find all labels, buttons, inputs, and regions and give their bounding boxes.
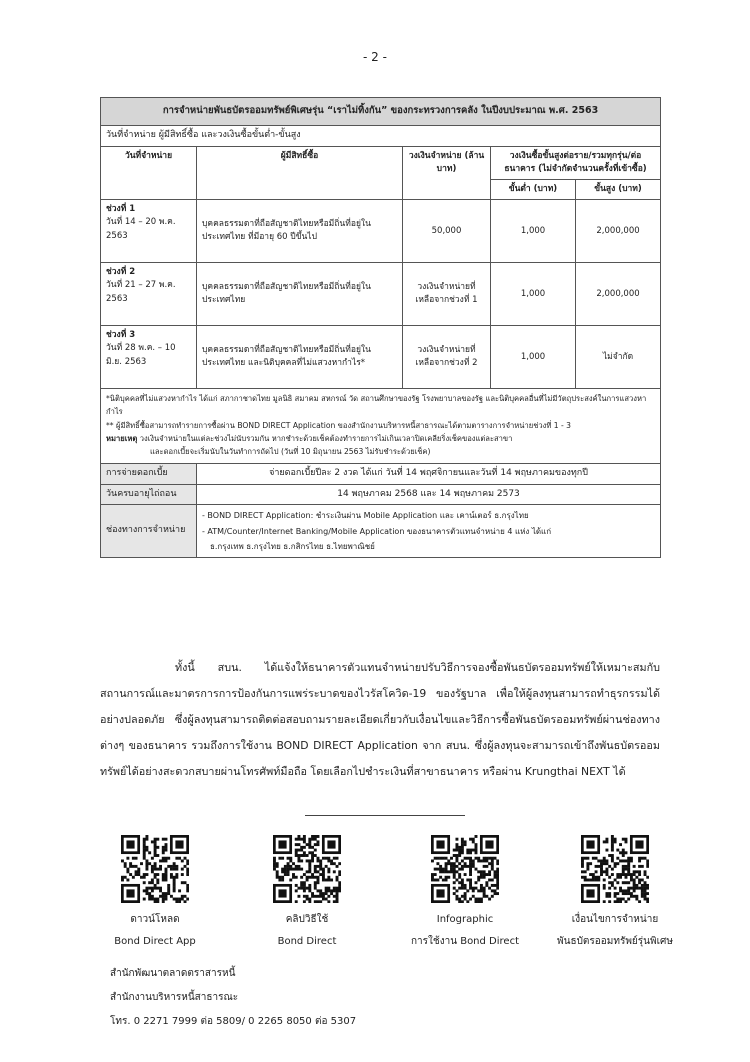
- period-cell: [101, 263, 197, 326]
- qr-caption-line1: คลิปวิธีใช้: [285, 914, 329, 925]
- contact-block: [110, 962, 356, 1034]
- header-min: ขั้นต่ำ (บาท): [491, 180, 576, 200]
- table-notes: [101, 389, 661, 463]
- period-dates: วันที่ 14 – 20 พ.ค. 2563: [106, 217, 176, 241]
- summary-text: ทั้งนี้ สบน. ได้แจ้งให้ธนาคารตัวแทนจำหน่ายปรับวิธีการจองซื้อพันธบัตรออมทรัพย์ให้เหมาะสมกับสถานการณ์และมาตรการการป้องกันการแพร่ระบาดของไวรัสโควิด-19 ของรัฐบาล เพื่อให้ผู้ลงทุนสามารถทำธุรกรรมได้อย่างปลอดภัย ซึ่งผู้ลงทุนสามารถติดต่อสอบถามรายละเอียดเกี่ยวกับเงื่อนไขและวิธีการซื้อพันธบัตรออมทรัพย์ผ่านช่องทางต่างๆ ของธนาคาร รวมถึงการใช้งาน BOND DIRECT Application จาก สบน. ซึ่งผู้ลงทุนจะสามารถเข้าถึงพันธบัตรออมทรัพย์ได้อย่างสะดวกสบายผ่านโทรศัพท์มือถือ โดยเลือกไปชำระเงินที่สาขาธนาคาร หรือผ่าน Krungthai NEXT ได้: [100, 661, 660, 778]
- header-max: ขั้นสูง (บาท): [576, 180, 661, 200]
- remark-label: หมายเหตุ: [106, 434, 138, 444]
- min-cell: 1,000: [491, 200, 576, 263]
- period-cell: [101, 200, 197, 263]
- header-eligible: ผู้มีสิทธิ์ซื้อ: [197, 146, 403, 200]
- period-dates: วันที่ 21 – 27 พ.ค. 2563: [106, 280, 176, 304]
- qr-code-icon[interactable]: [431, 835, 499, 903]
- channel-line: ธ.กรุงเทพ ธ.กรุงไทย ธ.กสิกรไทย ธ.ไทยพาณิชย์: [210, 541, 375, 551]
- maturity-label: วันครบอายุไถ่ถอน: [101, 484, 197, 505]
- contact-office: สำนักพัฒนาตลาดตราสารหนี้: [110, 968, 236, 979]
- period-label: ช่วงที่ 3: [106, 330, 136, 341]
- qr-code-icon[interactable]: [273, 835, 341, 903]
- note-bond-direct: ** ผู้มีสิทธิ์ซื้อสามารถทำรายการซื้อผ่าน BOND DIRECT Application ของสำนักงานบริหารหนี้สาธารณะได้ตามตารางการจำหน่ายช่วงที่ 1 - 3: [106, 420, 571, 430]
- period-dates: วันที่ 28 พ.ค. – 10 มิ.ย. 2563: [106, 343, 176, 367]
- qr-how-to-clip[interactable]: [237, 835, 377, 953]
- bond-sale-table: [100, 97, 661, 558]
- qr-caption-line1: Infographic: [436, 914, 494, 925]
- qr-infographic[interactable]: [395, 835, 535, 953]
- qr-caption-line1: ดาวน์โหลด: [130, 914, 180, 925]
- amount-cell: วงเงินจำหน่ายที่เหลือจากช่วงที่ 1: [403, 263, 491, 326]
- table-title: การจำหน่ายพันธบัตรออมทรัพย์พิเศษรุ่น “เราไม่ทิ้งกัน” ของกระทรวงการคลัง ในปีงบประมาณ พ.ศ. 2563: [101, 98, 661, 126]
- qr-sale-conditions[interactable]: [545, 835, 685, 953]
- period-cell: [101, 326, 197, 389]
- max-cell: ไม่จำกัด: [576, 326, 661, 389]
- interest-value: จ่ายดอกเบี้ยปีละ 2 งวด ได้แก่ วันที่ 14 พฤศจิกายนและวันที่ 14 พฤษภาคมของทุกปี: [197, 463, 661, 484]
- max-cell: 2,000,000: [576, 200, 661, 263]
- note-nonprofit: *นิติบุคคลที่ไม่แสวงหากำไร ได้แก่ สภากาชาดไทย มูลนิธิ สมาคม สหกรณ์ วัด สถานศึกษาของรัฐ โรงพยาบาลของรัฐ และนิติบุคคลอื่นที่ไม่มีวัตถุประสงค์ในการแสวงหากำไร: [106, 394, 647, 417]
- qr-caption-line1: เงื่อนไขการจำหน่าย: [571, 914, 659, 925]
- amount-cell: วงเงินจำหน่ายที่เหลือจากช่วงที่ 2: [403, 326, 491, 389]
- table-subtitle: วันที่จำหน่าย ผู้มีสิทธิ์ซื้อ และวงเงินซื้อขั้นต่ำ-ขั้นสูง: [101, 125, 661, 146]
- channel-line: - BOND DIRECT Application: ชำระเงินผ่าน Mobile Application และ เคาน์เตอร์ ธ.กรุงไทย: [202, 511, 529, 521]
- page-number: - 2 -: [363, 50, 387, 64]
- min-cell: 1,000: [491, 263, 576, 326]
- eligible-cell: บุคคลธรรมดาที่ถือสัญชาติไทยหรือมีถิ่นที่อยู่ในประเทศไทย ที่มีอายุ 60 ปีขึ้นไป: [197, 200, 403, 263]
- channel-line: - ATM/Counter/Internet Banking/Mobile Application ของธนาคารตัวแทนจำหน่าย 4 แห่ง ได้แก่: [202, 526, 552, 536]
- period-label: ช่วงที่ 2: [106, 267, 136, 278]
- interest-label: การจ่ายดอกเบี้ย: [101, 463, 197, 484]
- note-remark: [106, 432, 655, 445]
- qr-download-app[interactable]: [85, 835, 225, 953]
- amount-cell: 50,000: [403, 200, 491, 263]
- eligible-cell: บุคคลธรรมดาที่ถือสัญชาติไทยหรือมีถิ่นที่อยู่ในประเทศไทย และนิติบุคคลที่ไม่แสวงหากำไร*: [197, 326, 403, 389]
- contact-phone: โทร. 0 2271 7999 ต่อ 5809/ 0 2265 8050 ต่อ 5307: [110, 1016, 357, 1027]
- channel-value: [197, 505, 661, 558]
- qr-caption-line2: Bond Direct App: [114, 936, 196, 947]
- eligible-cell: บุคคลธรรมดาที่ถือสัญชาติไทยหรือมีถิ่นที่อยู่ในประเทศไทย: [197, 263, 403, 326]
- qr-caption-line2: Bond Direct: [277, 936, 337, 947]
- header-amount: วงเงินจำหน่าย (ล้านบาท): [403, 146, 491, 200]
- qr-caption-line2: การใช้งาน Bond Direct: [410, 936, 519, 947]
- period-label: ช่วงที่ 1: [106, 204, 136, 215]
- summary-paragraph: [100, 655, 660, 785]
- remark-text: วงเงินจำหน่ายในแต่ละช่วงไม่นับรวมกัน หากชำระด้วยเช็คต้องทำรายการไม่เกินเวลาปิดเคลียริ่งเช็คของแต่ละสาขา: [139, 434, 513, 444]
- qr-code-icon[interactable]: [581, 835, 649, 903]
- table-row: [101, 200, 661, 263]
- section-divider: [305, 815, 465, 816]
- header-date: วันที่จำหน่าย: [101, 146, 197, 200]
- note-remark-continued: และดอกเบี้ยจะเริ่มนับในวันทำการถัดไป (วันที่ 10 มิถุนายน 2563 ไม่รับชำระด้วยเช็ค): [150, 447, 431, 457]
- maturity-value: 14 พฤษภาคม 2568 และ 14 พฤษภาคม 2573: [197, 484, 661, 505]
- header-limit: วงเงินซื้อขั้นสูงต่อราย/รวมทุกรุ่น/ต่อธนาคาร (ไม่จำกัดจำนวนครั้งที่เข้าซื้อ): [491, 146, 661, 179]
- qr-caption-line2: พันธบัตรออมทรัพย์รุ่นพิเศษ: [557, 936, 673, 947]
- channel-label: ช่องทางการจำหน่าย: [101, 505, 197, 558]
- qr-code-icon[interactable]: [121, 835, 189, 903]
- table-row: [101, 326, 661, 389]
- table-row: [101, 263, 661, 326]
- min-cell: 1,000: [491, 326, 576, 389]
- contact-agency: สำนักงานบริหารหนี้สาธารณะ: [110, 992, 239, 1003]
- max-cell: 2,000,000: [576, 263, 661, 326]
